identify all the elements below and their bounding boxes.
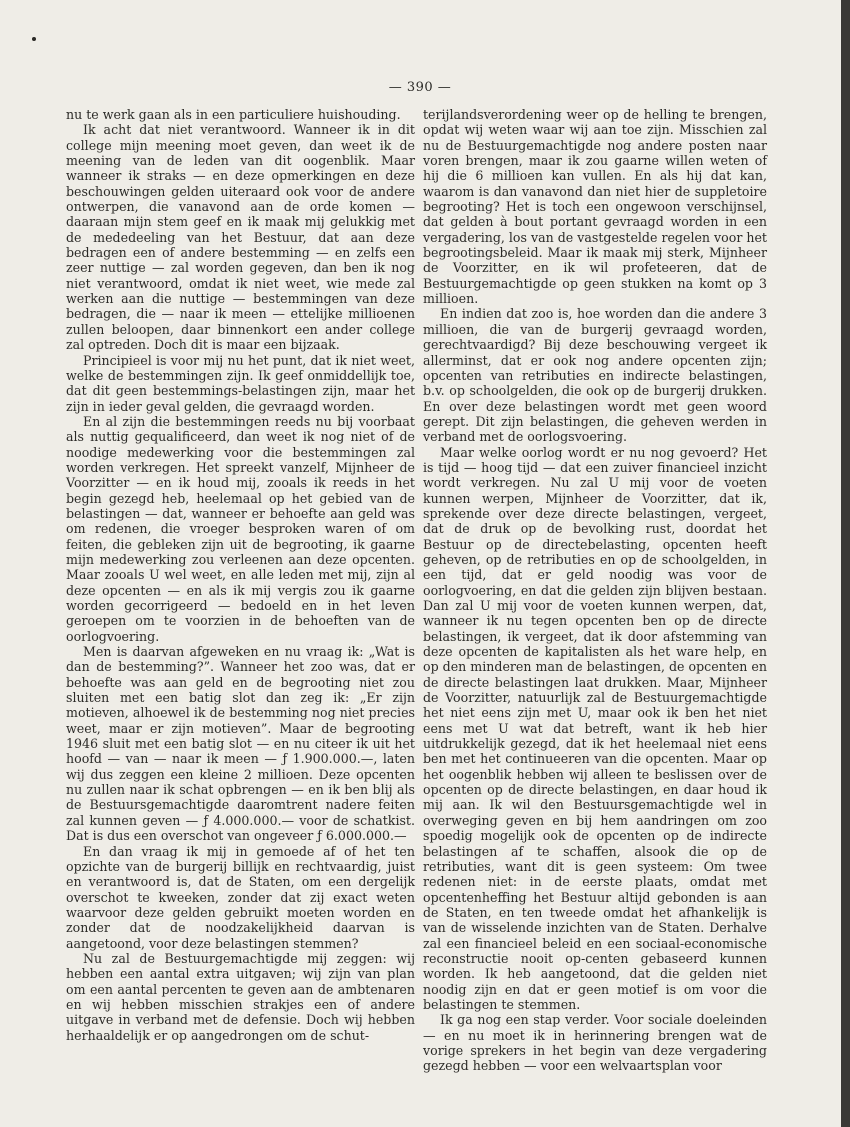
- paragraph: Nu zal de Bestuurgemachtigde mij zeggen: wij hebben een aantal extra uitgaven; wij zijn van plan om een aantal percenten te geven aan de ambtenaren en wij hebben misschien strakjes een of andere uitgave in verband met de defensie. Doch wij hebben herhaaldelijk er op aangedrongen om de schut-: [66, 950, 415, 1043]
- paragraph: En dan vraag ik mij in gemoede af of het ten opzichte van de burgerij billijk en rechtvaardig, juist en verantwoord is, dat de Staten, om een dergelijk overschot te kweeken, zonder dat zij exact weten waarvoor deze gelden gebruikt moeten worden en zonder dat de noodzakelijkheid daarvan is aangetoond, voor deze belastingen stemmen?: [66, 843, 415, 951]
- paragraph: En indien dat zoo is, hoe worden dan die andere 3 millioen, die van de burgerij gevraagd worden, gerechtvaardigd? Bij deze beschouwing vergeet ik allerminst, dat er ook nog andere opcenten zijn; opcenten van retributies en indirecte belastingen, b.v. op schoolgelden, die ook op de burgerij drukken. En over deze belastingen wordt met geen woord gerept. Dit zijn belastingen, die geheven werden in verband met de oorlogsvoering.: [423, 306, 767, 445]
- paragraph: Principieel is voor mij nu het punt, dat ik niet weet, welke de bestemmingen zijn. Ik geef onmiddellijk toe, dat dit geen bestemmings-belastingen zijn, maar het zijn in ieder geval gelden, die gevraagd worden.: [66, 352, 415, 414]
- paragraph: Maar welke oorlog wordt er nu nog gevoerd? Het is tijd — hoog tijd — dat een zuiver financieel inzicht wordt verkregen. Nu zal U mij voor de voeten kunnen werpen, Mijnheer de Voorzitter, dat ik, sprekende over deze directe belastingen, vergeet, dat de druk op de bevolking rust, doordat het Bestuur op de directebelasting, opcenten heeft geheven, op de retributies en op de schoolgelden, in een tijd, dat er geld noodig was voor de oorlogvoering, en dat die gelden zijn blijven bestaan. Dan zal U mij voor de voeten kunnen werpen, dat, wanneer ik nu tegen opcenten ben op de directe belastingen, ik vergeet, dat ik door afstemming van deze opcenten de kapitalisten als het ware help, en op den minderen man de belastingen, de opcenten en de directe belastingen laat drukken. Maar, Mijnheer de Voorzitter, natuurlijk zal de Bestuurgemachtigde het niet eens zijn met U, maar ook ik ben het niet eens met U wat dat betreft, want ik heb hier uitdrukkelijk gezegd, dat ik het heelemaal niet eens ben met het continueeren van die opcenten. Maar op het oogenblik hebben wij alleen te beslissen over de opcenten op de directe belastingen, en daar houd ik mij aan. Ik wil den Bestuursgemachtigde wel in overweging geven en bij hem aandringen om zoo spoedig mogelijk ook de opcenten op de indirecte belastingen af te schaffen, alsook die op de retributies, want dit is geen systeem: Om twee redenen niet: in de eerste plaats, omdat met opcentenheffing het Bestuur altijd gebonden is aan de Staten, en ten tweede omdat het afhankelijk is van de wisselende inzichten van de Staten. Derhalve zal een financieel beleid en een sociaal-economische reconstructie nooit op-centen gebaseerd kunnen worden. Ik heb aangetoond, dat die gelden niet noodig zijn en dat er geen motief is om voor die belastingen te stemmen.: [423, 444, 767, 1012]
- paragraph: Men is daarvan afgeweken en nu vraag ik: „Wat is dan de bestemming?”. Wanneer het zoo was, dat er behoefte was aan geld en de begrooting niet zou sluiten met een batig slot dan zeg ik: „Er zijn motieven, alhoewel ik de bestemming nog niet precies weet, maar er zijn motieven”. Maar de begrooting 1946 sluit met een batig slot — en nu citeer ik uit het hoofd — van — naar ik meen — ƒ 1.900.000.—, laten wij dus zeggen een kleine 2 millioen. Deze opcenten nu zullen naar ik schat opbrengen — en ik ben blij als de Bestuursgemachtigde daaromtrent nadere feiten zal kunnen geven — ƒ 4.000.000.— voor de schatkist. Dat is dus een overschot van ongeveer ƒ 6.000.000.—: [66, 644, 415, 844]
- paragraph: nu te werk gaan als in een particuliere huishouding.: [66, 107, 401, 122]
- paragraph: Ik ga nog een stap verder. Voor sociale doeleinden — en nu moet ik in herinnering brengen wat de vorige sprekers in het begin van deze vergadering gezegd hebben — voor een welvaartsplan voor: [423, 1012, 767, 1074]
- page-number: — 390 —: [388, 80, 452, 95]
- page-edge: [841, 0, 850, 1127]
- right-column: [423, 107, 767, 1074]
- ink-dot: [32, 37, 36, 41]
- paragraph: terijlandsverordening weer op de helling te brengen, opdat wij weten waar wij aan toe zijn. Misschien zal nu de Bestuurgemachtigde nog andere posten naar voren brengen, maar ik zou gaarne willen weten of hij die 6 millioen kan vullen. En als hij dat kan, waarom is dan vanavond dan niet hier de suppletoire begrooting? Het is toch een ongewoon verschijnsel, dat gelden à bout portant gevraagd worden in een vergadering, los van de vastgestelde regelen voor het begrootingsbeleid. Maar ik maak mij sterk, Mijnheer de Voorzitter, en ik wil profeteeren, dat de Bestuurgemachtigde op geen stukken na komt op 3 millioen.: [423, 107, 767, 307]
- paragraph: En al zijn die bestemmingen reeds nu bij voorbaat als nuttig gequalificeerd, dan weet ik nog niet of de noodige medewerking voor die bestemmingen zal worden verkregen. Het spreekt vanzelf, Mijnheer de Voorzitter — en ik houd mij, zooals ik reeds in het begin gezegd heb, heelemaal op het gebied van de belastingen — dat, wanneer er behoefte aan geld was om redenen, die vroeger besproken waren of om feiten, die gebleken zijn uit de begrooting, ik gaarne mijn medewerking zou verleenen aan deze opcenten. Maar zooals U wel weet, en alle leden met mij, zijn al deze opcenten — en als ik mij vergis zou ik gaarne worden gecorrigeerd — bedoeld en in het leven geroepen om te voorzien in de behoeften van de oorlogvoering.: [66, 413, 415, 644]
- left-column: [66, 107, 415, 1043]
- paragraph: Ik acht dat niet verantwoord. Wanneer ik in dit college mijn meening moet geven, dan weet ik de meening van de leden van dit oogenblik. Maar wanneer ik straks — en deze opmerkingen en deze beschouwingen gelden uiteraard ook voor de andere ontwerpen, die vanavond aan de orde komen — daaraan mijn stem geef en ik maak mij gelukkig met de mededeeling van het Bestuur, dat aan deze bedragen een of andere bestemming — en zelfs een zeer nuttige — zal worden gegeven, dan ben ik nog niet verantwoord, omdat ik niet weet, wie mede zal werken aan die nuttige — bestemmingen van deze bedragen, die — naar ik meen — ettelijke millioenen zullen beloopen, daar binnenkort een ander college zal optreden. Doch dit is maar een bijzaak.: [66, 122, 415, 353]
